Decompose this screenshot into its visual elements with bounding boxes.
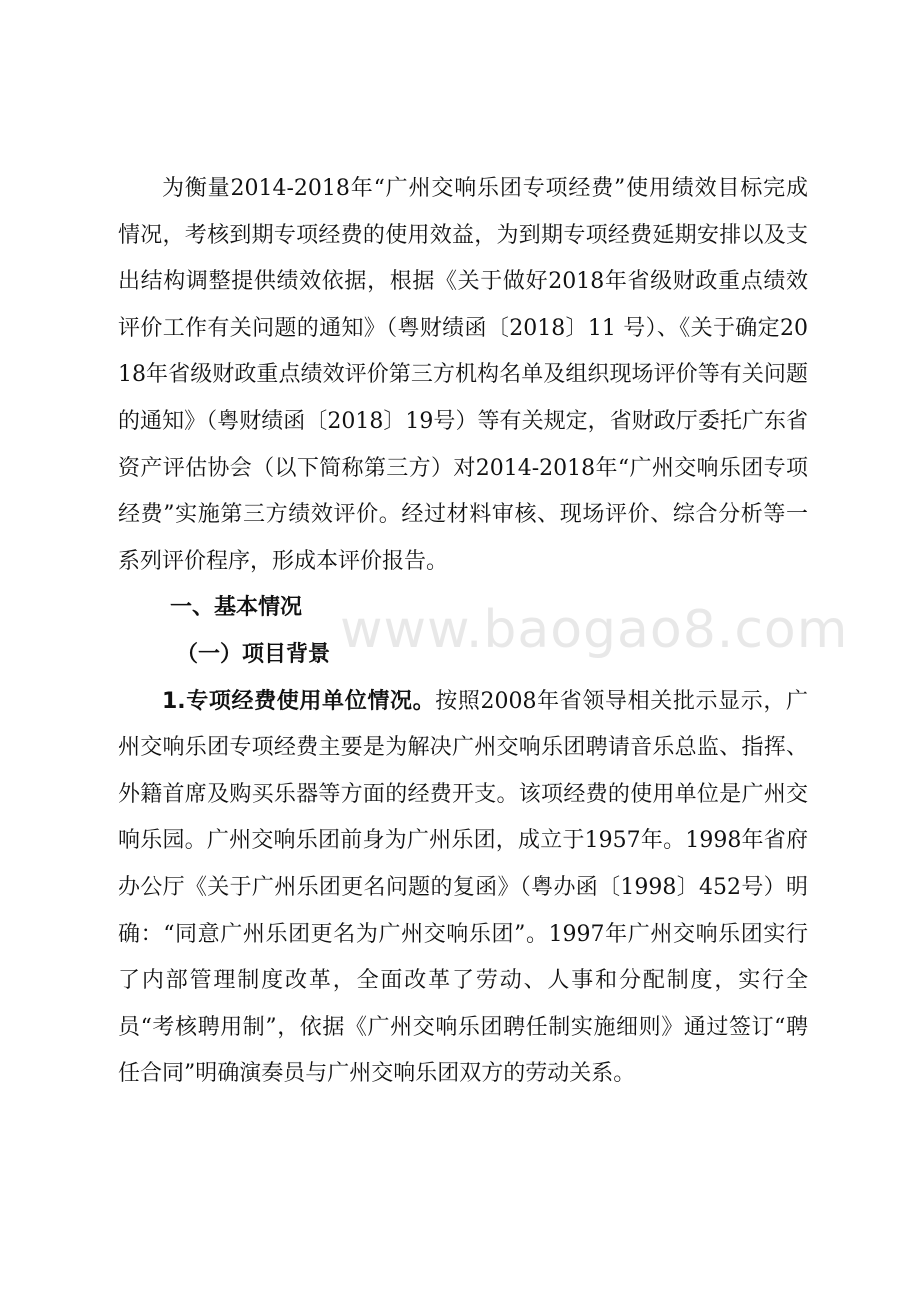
section-heading: 一、基本情况 <box>170 595 303 621</box>
item1-paragraph <box>118 679 808 1098</box>
item1-body: 按照2008年省领导相关批示显示，广州交响乐团专项经费主要是为解决广州交响乐团聘请音乐总监、指挥、外籍首席及购买乐器等方面的经费开支。该项经费的使用单位是广州交响乐园。广州交响乐团前身为广州乐团，成立于1957年。1998年省府办公厅《关于广州乐团更名问题的复函》（粤办函〔1998〕452号）明确：“同意广州乐团更名为广州交响乐团”。1997年广州交响乐团实行了内部管理制度改革，全面改革了劳动、人事和分配制度，实行全员“考核聘用制”，依据《广州交响乐团聘任制实施细则》通过签订“聘任合同”明确演奏员与广州交响乐团双方的劳动关系。 <box>118 688 808 1087</box>
item1-lead: 1.专项经费使用单位情况。 <box>162 688 436 714</box>
watermark: www.baogao8.com <box>340 600 849 660</box>
subsection-heading: （一）项目背景 <box>176 641 331 667</box>
intro-paragraph: 为衡量2014-2018年“广州交响乐团专项经费”使用绩效目标完成情况，考核到期专项经费的使用效益，为到期专项经费延期安排以及支出结构调整提供绩效依据，根据《关于做好2018年省级财政重点绩效评价工作有关问题的通知》（粤财绩函〔2018〕11 号）、《关于确定2018年省级财政重点绩效评价第三方机构名单及组织现场评价等有关问题的通知》（粤财绩函〔2018〕19号）等有关规定，省财政厅委托广东省资产评估协会（以下简称第三方）对2014-2018年“广州交响乐团专项经费”实施第三方绩效评价。经过材料审核、现场评价、综合分析等一系列评价程序，形成本评价报告。 <box>118 176 808 574</box>
document-body <box>118 166 808 1098</box>
